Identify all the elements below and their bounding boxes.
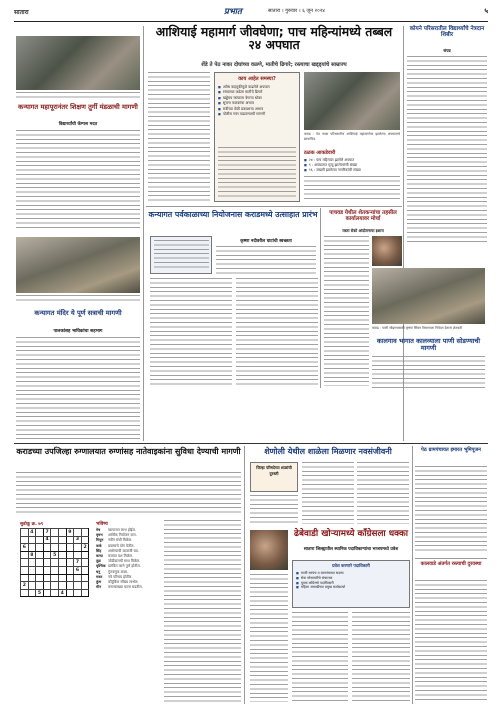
sudoku-cell [36, 529, 44, 537]
sudoku-cell [81, 551, 89, 559]
sudoku-cell [74, 589, 82, 597]
sudoku-row [21, 574, 89, 582]
section-rule-1 [146, 206, 402, 207]
left-caption [16, 92, 140, 100]
sudoku-cell [66, 551, 74, 559]
masthead [14, 6, 488, 20]
dhebewadi-box-item: ■ सेवा सोसायटीचे संचालक [296, 576, 406, 581]
sudoku-cell [58, 536, 66, 544]
sudoku-cell [58, 582, 66, 590]
sudoku-cell [43, 574, 51, 582]
sudoku-cell [58, 544, 66, 552]
kalgaon-headline: कालगाव भागात कालव्याला पाणी सोडण्याची मागणी [376, 337, 481, 352]
sudoku-cell: 2 [81, 544, 89, 552]
sudoku-cell [81, 582, 89, 590]
sudoku-cell: 4 [58, 589, 66, 597]
sudoku-cell [66, 544, 74, 552]
right-bottom-rule [415, 558, 487, 559]
sudoku-cell [21, 529, 29, 537]
dhebewadi-box-item: ■ माजी सरपंच व ग्रामपंचायत सदस्य [296, 571, 406, 576]
sudoku-cell [74, 544, 82, 552]
mid-right-headline: पाचवड येथील शेतकऱ्यांचा तहसील कार्यालयावर मोर्चा [329, 210, 397, 222]
left-body-2 [16, 337, 140, 441]
zodiac-sign: सिंह [96, 548, 102, 553]
lead-photo-caption: कराड : पेठ नाका परिसरातील आशियाई महामार्गावर झालेल्या अपघाताचे छायाचित्र. [304, 132, 400, 141]
sudoku-cell [81, 566, 89, 574]
politician-photo [250, 530, 288, 570]
sudoku-cell [36, 582, 44, 590]
col-divider-4 [244, 446, 245, 704]
sudoku-cell [28, 566, 36, 574]
dhebewadi-box-item: ■ युवक काँग्रेसचे पदाधिकारी [296, 581, 406, 586]
zodiac-text: मनासारख्या घटना घडतील. [108, 585, 143, 590]
stat-item: ■ ९ : अपघातात मृत्यू झालेल्यांची संख्या [304, 163, 400, 168]
col-divider-5 [412, 446, 413, 704]
problem-list [215, 85, 299, 117]
zodiac-text: आरोग्याची काळजी घ्या. [108, 548, 139, 553]
zodiac-sign: वृश्चिक [96, 564, 106, 569]
sudoku-cell [58, 559, 66, 567]
sudoku-row [21, 529, 89, 537]
stat-item: ■ १६ : जखमी झालेल्या नागरिकांची संख्या [304, 168, 400, 173]
sudoku-cell: 7 [43, 529, 51, 537]
dhebewadi-headline: ढेबेवाडी खोऱ्यामध्ये काँग्रेसला धक्का [294, 529, 408, 539]
sudoku-cell [36, 551, 44, 559]
zodiac-text: नवीन संधी मिळेल. [108, 538, 133, 543]
sudoku-cell [74, 529, 82, 537]
zodiac-sign: वृषभ [96, 533, 103, 538]
masthead-rule [14, 21, 488, 22]
left-subhead-1: विद्यार्थ्यांची कॅम्पस मदत [58, 122, 98, 127]
sudoku-cell [66, 559, 74, 567]
lead-headline: आशियाई महामार्ग जीवघेणा; पाच महिन्यांमध्ये तब्बल २४ अपघात [155, 24, 393, 53]
right-bottom-body-1 [415, 466, 487, 554]
sudoku-row [21, 559, 89, 567]
bottom-mid-body-1 [250, 495, 298, 525]
zodiac-sign: तूळ [96, 559, 101, 564]
bottom-left-body [16, 472, 241, 516]
mid-sidebar-box [150, 236, 212, 274]
dhebewadi-box-list [293, 571, 409, 590]
sudoku-cell [51, 574, 59, 582]
horoscope-list [96, 528, 160, 590]
sudoku-cell [81, 559, 89, 567]
zodiac-text: कामात यश मिळेल. [108, 554, 134, 559]
sudoku-cell: 5 [36, 589, 44, 597]
bottom-mid-box [250, 462, 298, 492]
sudoku-cell [36, 544, 44, 552]
zodiac-sign: कर्क [96, 543, 102, 548]
sudoku-row [21, 589, 89, 597]
right-bottom-body-2 [415, 580, 487, 702]
stats-title: ठळक आकडेवारी [304, 150, 336, 156]
zodiac-text: कौटुंबिक सौख्य लाभेल. [108, 580, 139, 585]
sudoku-cell [28, 559, 36, 567]
mid-right-photo [372, 236, 402, 266]
sudoku-cell [28, 574, 36, 582]
lead-photo [304, 72, 400, 130]
mid-subhead: कृष्णा नदीवरील घाटांची स्वच्छता [240, 239, 292, 244]
sudoku-grid [20, 528, 89, 597]
zodiac-text: जोडीदाराची साथ मिळेल. [108, 559, 141, 564]
horoscope-title: भविष्य [96, 522, 108, 527]
dhebewadi-body-1 [250, 574, 288, 702]
dhebewadi-body-2 [292, 612, 348, 702]
lead-body-1 [148, 72, 210, 202]
sudoku-cell [74, 582, 82, 590]
section-rule-2 [14, 443, 488, 444]
mid-right-sub: रास्ता रोको आंदोलनाचा इशारा [342, 228, 384, 233]
sudoku-cell [36, 566, 44, 574]
zodiac-sign: कुंभ [96, 580, 102, 585]
sudoku-cell: 6 [74, 566, 82, 574]
left-subhead-2: पालकांसह भाविकांचा सहभाग [53, 329, 103, 334]
bottom-left-body-2 [164, 520, 241, 702]
left-photo [16, 36, 140, 90]
right-top-headline: कोयने परिसरातील विद्यार्थ्यांचे नेत्रदान शिबीर [409, 26, 485, 38]
dhebewadi-box [292, 560, 410, 608]
sudoku-cell: 5 [51, 551, 59, 559]
kalgaon-photo [372, 268, 485, 324]
sudoku-cell [36, 536, 44, 544]
sudoku-cell [74, 574, 82, 582]
sudoku-cell [58, 529, 66, 537]
left-headline-2: कन्यागत मंदिर ये पूर्ण सत्राची मागणी [34, 309, 122, 317]
sudoku-cell: 4 [28, 529, 36, 537]
sudoku-cell [66, 566, 74, 574]
sudoku-cell [21, 551, 29, 559]
dhebewadi-sub: सातारा जिल्ह्यातील स्थानिक पदाधिकाऱ्यांचा भाजपमध्ये प्रवेश [303, 547, 399, 552]
sudoku-row [21, 551, 89, 559]
zodiac-sign: मेष [96, 528, 101, 532]
sudoku-cell [81, 536, 89, 544]
sudoku-cell [43, 544, 51, 552]
sudoku-cell [43, 582, 51, 590]
sudoku-cell [81, 529, 89, 537]
mid-headline: कन्यागत पर्वकाळाच्या नियोजनास कराडमध्ये उत्साहात प्रारंभ [148, 210, 318, 219]
zodiac-sign: मीन [96, 585, 102, 590]
bottom-mid-headline: शेणोली येथील शाळेला मिळणार नवसंजीवनी [264, 447, 392, 456]
problem-item: ■ खड्डेमय रस्त्यावर वेगाचा धोका [218, 96, 296, 101]
zodiac-sign: मिथुन [96, 538, 104, 543]
zodiac-sign: धनु [96, 569, 101, 574]
bottom-left-headline: कराडच्या उपजिल्हा रुग्णालयात रुग्णांसह नातेवाइकांना सुविधा देण्याची मागणी [16, 447, 241, 456]
zodiac-text: आर्थिक नियोजन करा. [108, 533, 137, 538]
sudoku-cell: 8 [28, 551, 36, 559]
col-divider-3 [320, 208, 321, 388]
sudoku-cell [81, 574, 89, 582]
sudoku-cell: 4 [43, 536, 51, 544]
sudoku-cell [66, 536, 74, 544]
sudoku-cell [36, 574, 44, 582]
issue-date: सातारा । गुरुवार । ६ जून २०२४ [268, 8, 325, 14]
mid-body-3 [236, 278, 318, 388]
sudoku-cell: 6 [21, 544, 29, 552]
sudoku-cell [51, 589, 59, 597]
dhebewadi-body-3 [352, 612, 410, 702]
dhebewadi-box-item: ■ महिला आघाडीच्या प्रमुख कार्यकर्त्या [296, 585, 406, 590]
sudoku-cell [21, 589, 29, 597]
right-bottom-headline-2: कालवाडे अंतर्गत रस्त्याची दुरवस्था [420, 561, 482, 567]
zodiac-text: गुंतवणूक टाळा. [108, 569, 129, 574]
sudoku-cell [28, 544, 36, 552]
sudoku-cell [43, 559, 51, 567]
problem-item: ■ रात्रीच्या वेळी प्रकाशाचा अभाव [218, 107, 296, 112]
sudoku-cell [74, 551, 82, 559]
kalgaon-body [372, 356, 485, 388]
sudoku-cell [28, 589, 36, 597]
horoscope-item [96, 585, 160, 590]
right-top-sub: संपन्न [443, 48, 451, 53]
sudoku-cell [51, 559, 59, 567]
problem-item: ■ पोलीस गस्त वाढवण्याची मागणी [218, 112, 296, 117]
sudoku-cell [51, 582, 59, 590]
sudoku-cell: 7 [74, 559, 82, 567]
sudoku-cell [51, 529, 59, 537]
bottom-mid-body-2 [302, 462, 354, 524]
bottom-mid-body-3 [357, 462, 409, 524]
sudoku-row [21, 536, 89, 544]
col-divider-1 [143, 26, 144, 441]
sudoku-cell [58, 551, 66, 559]
sudoku-cell [66, 589, 74, 597]
problem-item: ■ सूचना फलकांचा अभाव [218, 101, 296, 106]
sudoku-cell [43, 566, 51, 574]
lead-subhead: शेंडे ते पेठ नाका दोघांच्या वळणे, मातीचे ढिगारे; रस्त्याचा खड्ड्यांचे साम्राज्य [201, 62, 347, 68]
zodiac-sign: मकर [96, 574, 103, 579]
problem-box-title: काय आहेत समस्या? [238, 76, 276, 82]
sudoku-row [21, 582, 89, 590]
zodiac-sign: कन्या [96, 554, 103, 559]
left-caption-2 [16, 295, 140, 304]
sudoku-cell [21, 566, 29, 574]
mid-body-1 [216, 246, 316, 276]
lead-body-2 [304, 176, 400, 202]
sudoku-cell [58, 574, 66, 582]
sudoku-cell [21, 559, 29, 567]
problem-item: ■ अवैध वाहतुकीमुळे वाढलेले अपघात [218, 85, 296, 90]
bottom-mid-box-title: जिल्हा परिषदेच्या शाळांची दुरुस्ती [256, 465, 292, 476]
sudoku-cell [28, 536, 36, 544]
lead-problem-box [214, 72, 300, 202]
left-photo-2 [16, 237, 140, 293]
sudoku-title: सुडोकू क्र. ७९ [20, 522, 44, 527]
kalgaon-caption: कराड : पाणी सोडण्यासाठी कृष्णा सिंचन विभागाला निवेदन देताना शेतकरी [372, 326, 463, 330]
mid-sidebar-lines [154, 240, 209, 270]
mid-right-body [324, 236, 369, 386]
sudoku-cell [81, 589, 89, 597]
problem-box-body [218, 147, 296, 199]
sudoku-cell [21, 536, 29, 544]
sudoku-cell [66, 582, 74, 590]
sudoku-cell [58, 566, 66, 574]
sudoku-cell: 2 [21, 582, 29, 590]
sudoku-cell [51, 544, 59, 552]
mid-body-2 [150, 278, 232, 388]
sudoku-cell: 3 [74, 536, 82, 544]
sudoku-cell [28, 582, 36, 590]
zodiac-text: प्रवासाचे योग येतील. [108, 543, 135, 548]
problem-item: ■ रस्त्याच्या कडेला मातीचे ढिगारे [218, 90, 296, 95]
right-top-body [407, 56, 487, 244]
sudoku-cell [21, 574, 29, 582]
zodiac-text: प्रलंबित कामे पूर्ण होतील. [108, 564, 141, 569]
dhebewadi-box-title: प्रवेश करणारे पदाधिकारी [332, 563, 370, 568]
newspaper-logo: प्रभात [224, 7, 242, 17]
sudoku-cell: 9 [66, 529, 74, 537]
sudoku-cell [43, 551, 51, 559]
sudoku-cell [43, 589, 51, 597]
sudoku-row [21, 544, 89, 552]
sudoku-cell [51, 536, 59, 544]
sudoku-cell [36, 559, 44, 567]
stat-item: ■ २४ : पाच महिन्यांत झालेले अपघात [304, 158, 400, 163]
zodiac-text: व्यापारात लाभ होईल. [108, 528, 137, 532]
left-headline-1: कन्यागत महापूरानंतर शिक्षण तुर्गी मंडळाची मागणी [18, 103, 138, 111]
page-number: ५ [484, 7, 488, 15]
sudoku-row [21, 566, 89, 574]
stats-list [304, 158, 400, 173]
sudoku-cell [51, 566, 59, 574]
right-bottom-headline-1: पेठ ग्रामपंचायत इमारत भूमिपूजन [421, 447, 481, 453]
zodiac-text: नवे परिचय होतील. [108, 574, 133, 579]
section-name: सातारा [14, 9, 29, 16]
left-body-1 [16, 130, 140, 230]
sudoku-cell [66, 574, 74, 582]
